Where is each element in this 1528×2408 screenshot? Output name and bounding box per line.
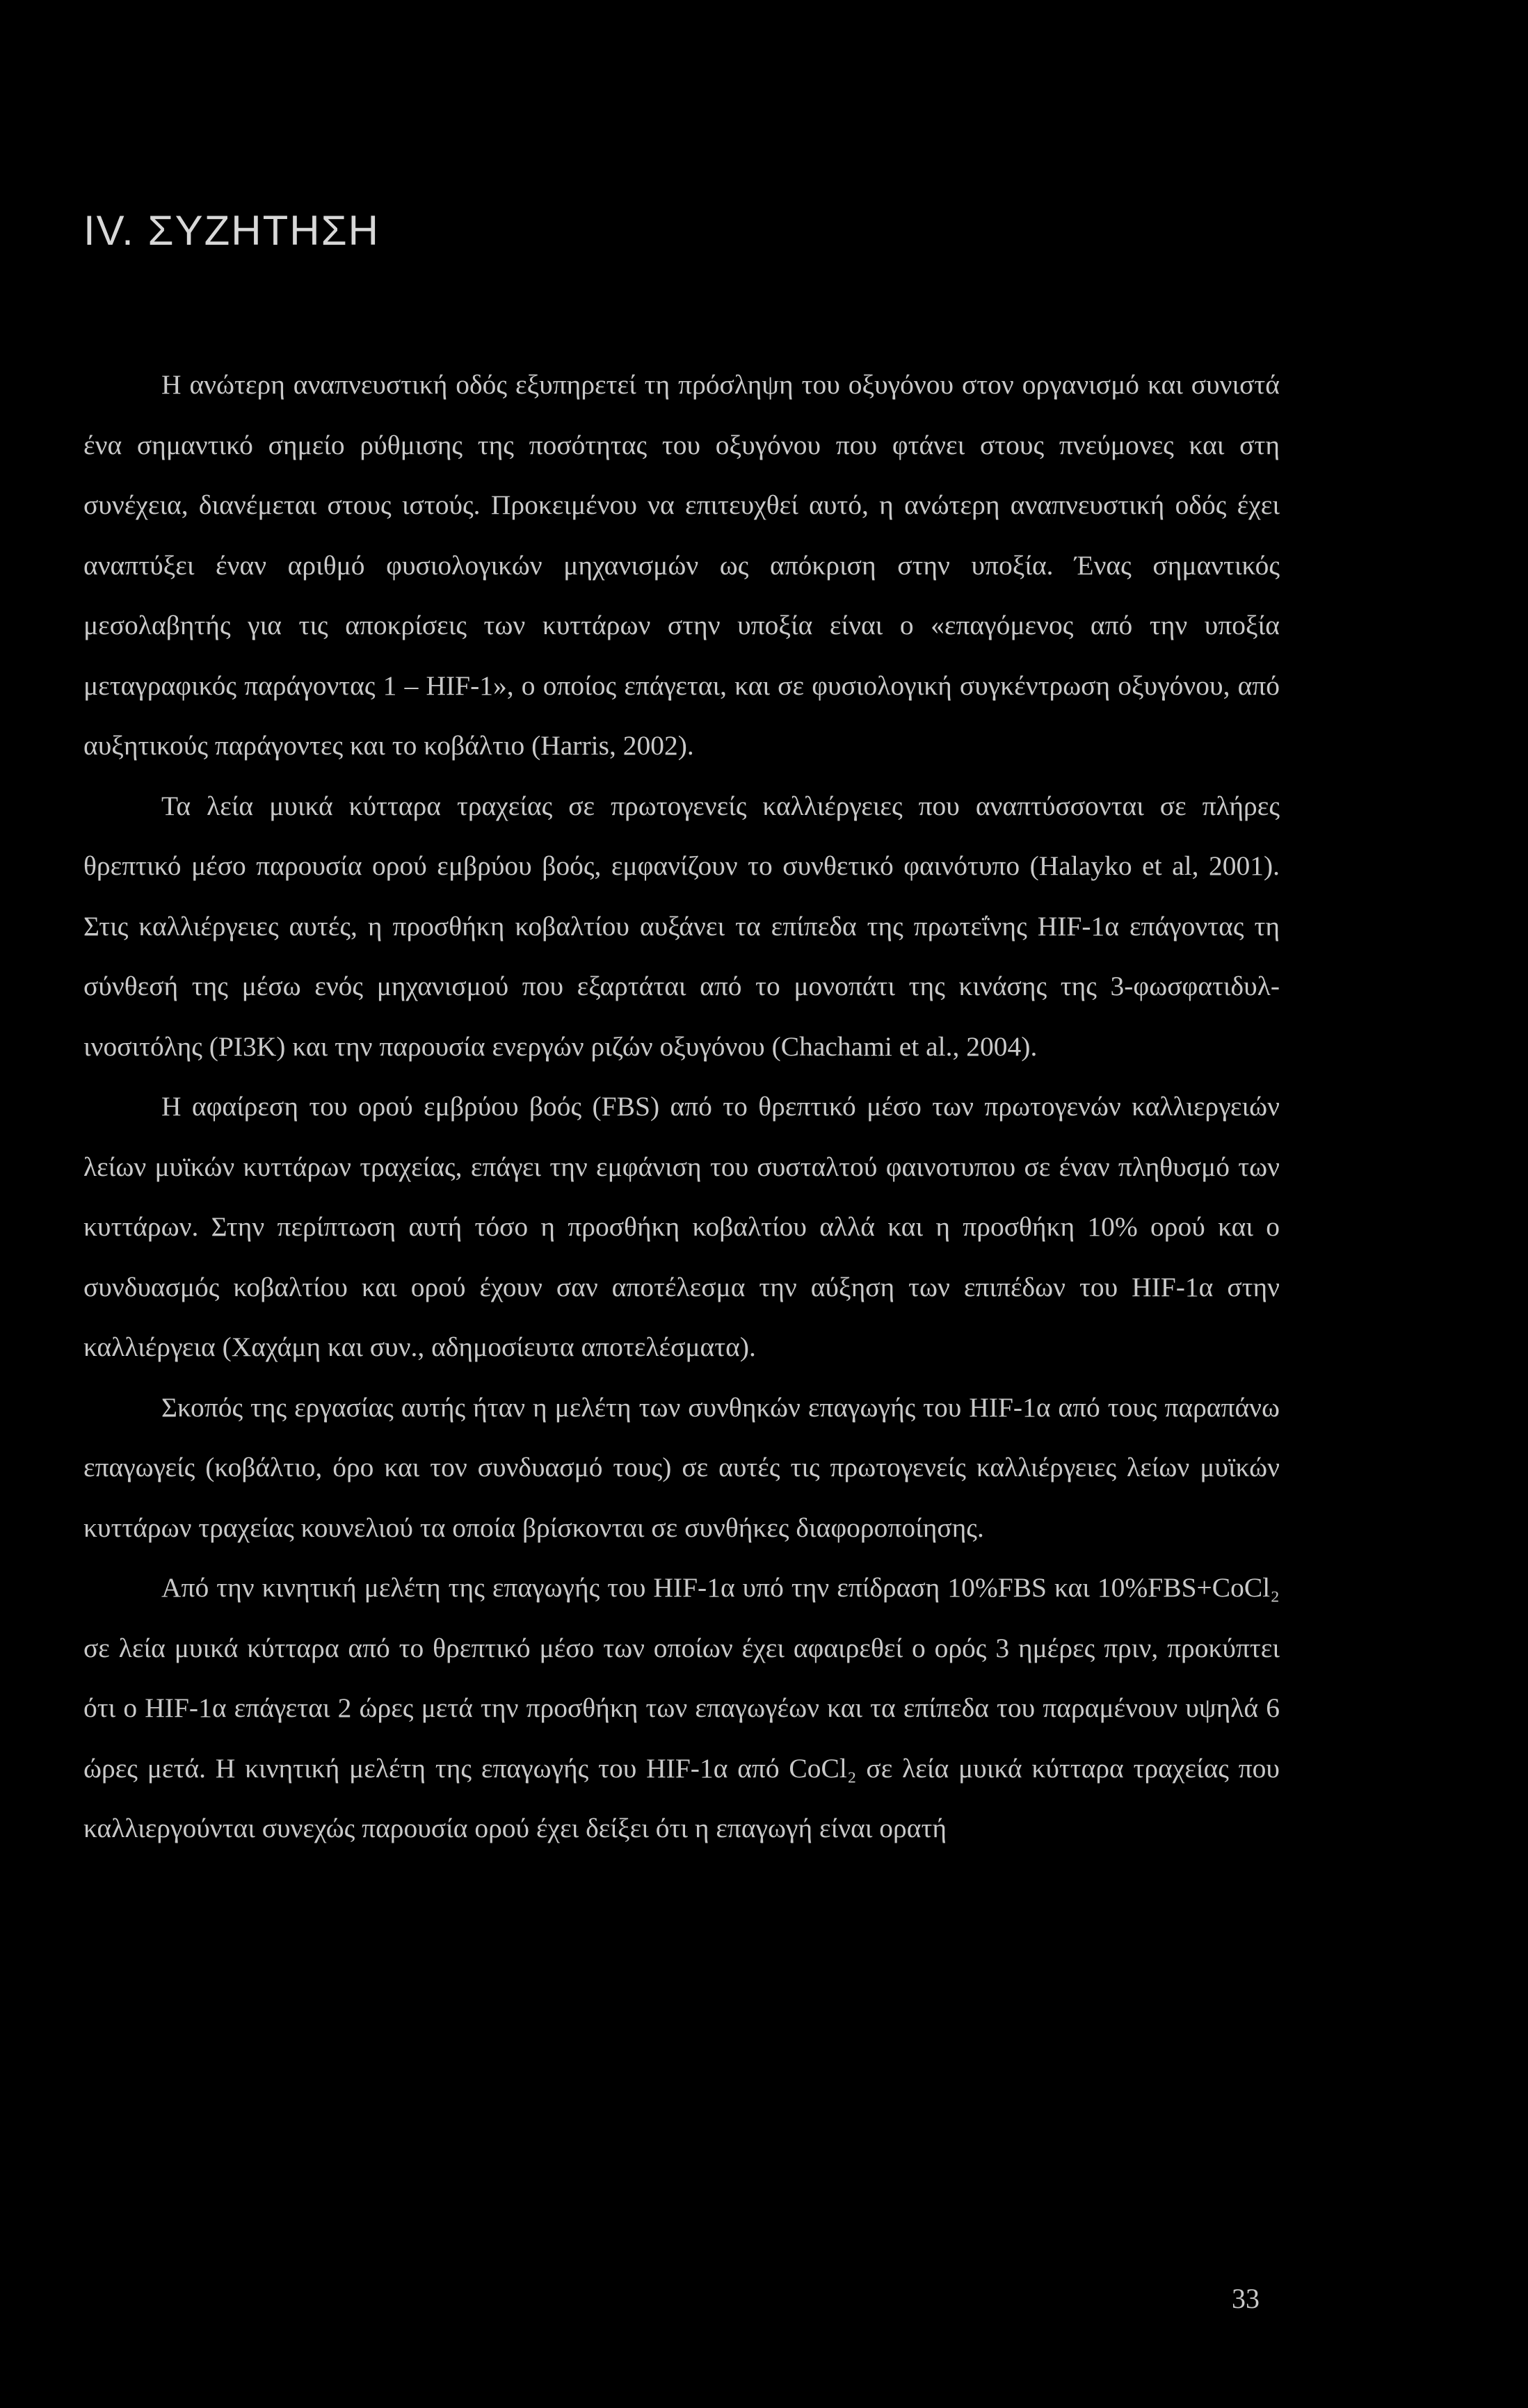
body-text (83, 355, 1280, 1859)
section-title: IV. ΣΥΖΗΤΗΣΗ (83, 207, 380, 254)
paragraph-4: Σκοπός της εργασίας αυτής ήταν η μελέτη των συνθηκών επαγωγής του HIF-1α από τους παραπάνω επαγωγείς (κοβάλτιο, όρο και τον συνδυασμό τους) σε αυτές τις πρωτογενείς καλλιέργειες λείων μυϊκών κυττάρων τραχείας κουνελιού τα οποία βρίσκονται σε συνθήκες διαφοροποίησης. (83, 1391, 1280, 1543)
page-number: 33 (1232, 2283, 1260, 2314)
paragraph-1: Η ανώτερη αναπνευστική οδός εξυπηρετεί τη πρόσληψη του οξυγόνου στον οργανισμό και συνιστά ένα σημαντικό σημείο ρύθμισης της ποσότητας του οξυγόνου που φτάνει στους πνεύμονες και στη συνέχεια, διανέμεται στους ιστούς. Προκειμένου να επιτευχθεί αυτό, η ανώτερη αναπνευστική οδός έχει αναπτύξει έναν αριθμό φυσιολογικών μηχανισμών ως απόκριση στην υποξία. Ένας σημαντικός μεσολαβητής για τις αποκρίσεις των κυττάρων στην υποξία είναι ο «επαγόμενος από την υποξία μεταγραφικός παράγοντας 1 – HIF-1», ο οποίος επάγεται, και σε φυσιολογική συγκέντρωση οξυγόνου, από αυξητικούς παράγοντες και το κοβάλτιο (Harris, 2002). (83, 369, 1280, 761)
paragraph-3: Η αφαίρεση του ορού εμβρύου βοός (FBS) από το θρεπτικό μέσο των πρωτογενών καλλιεργειών λείων μυϊκών κυττάρων τραχείας, επάγει την εμφάνιση του συσταλτού φαινοτυπου σε έναν πληθυσμό των κυττάρων. Στην περίπτωση αυτή τόσο η προσθήκη κοβαλτίου αλλά και η προσθήκη 10% ορού και ο συνδυασμός κοβαλτίου και ορού έχουν σαν αποτέλεσμα την αύξηση των επιπέδων του HIF-1α στην καλλιέργεια (Χαχάμη και συν., αδημοσίευτα αποτελέσματα). (83, 1091, 1280, 1362)
paragraph-2: Τα λεία μυικά κύτταρα τραχείας σε πρωτογενείς καλλιέργειες που αναπτύσσονται σε πλήρες θρεπτικό μέσο παρουσία ορού εμβρύου βοός, εμφανίζουν το συνθετικό φαινότυπο (Halayko et al, 2001). Στις καλλιέργειες αυτές, η προσθήκη κοβαλτίου αυξάνει τα επίπεδα της πρωτεΐνης HIF-1α επάγοντας τη σύνθεσή της μέσω ενός μηχανισμού που εξαρτάται από το μονοπάτι της κινάσης της 3-φωσφατιδυλ-ινοσιτόλης (PI3K) και την παρουσία ενεργών ριζών οξυγόνου (Chachami et al., 2004). (83, 790, 1280, 1062)
paragraph-5: Από την κινητική μελέτη της επαγωγής του HIF-1α υπό την επίδραση 10%FBS και 10%FBS+CoCl₂ σε λεία μυικά κύτταρα από το θρεπτικό μέσο των οποίων έχει αφαιρεθεί ο ορός 3 ημέρες πριν, προκύπτει ότι ο HIF-1α επάγεται 2 ώρες μετά την προσθήκη των επαγωγέων και τα επίπεδα του παραμένουν υψηλά 6 ώρες μετά. Η κινητική μελέτη της επαγωγής του HIF-1α από CoCl₂ σε λεία μυικά κύτταρα τραχείας που καλλιεργούνται συνεχώς παρουσία ορού έχει δείξει ότι η επαγωγή είναι ορατή (83, 1572, 1280, 1843)
